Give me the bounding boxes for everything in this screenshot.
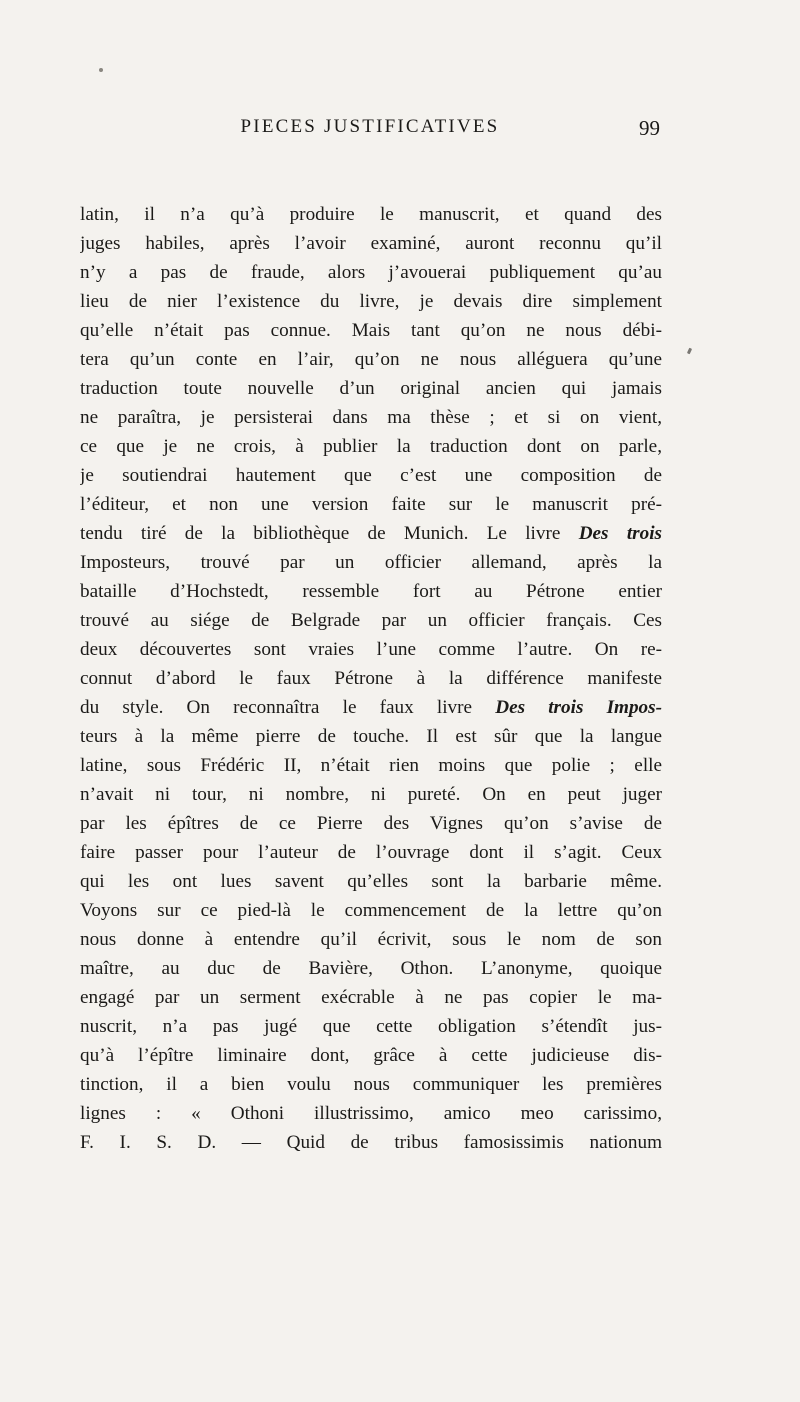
text-line: Imposteurs, trouvé par un officier allemand, après la xyxy=(80,552,662,573)
text-line: deux découvertes sont vraies l’une comme l’autre. On re- xyxy=(80,639,662,660)
text-line: nous donne à entendre qu’il écrivit, sous le nom de son xyxy=(80,929,662,950)
text-line: connut d’abord le faux Pétrone à la différence manifeste xyxy=(80,668,662,689)
text-line: faire passer pour l’auteur de l’ouvrage dont il s’agit. Ceux xyxy=(80,842,662,863)
text-line: juges habiles, après l’avoir examiné, auront reconnu qu’il xyxy=(80,233,662,254)
text-line xyxy=(80,693,662,722)
text-line: lignes : « Othoni illustrissimo, amico meo carissimo, xyxy=(80,1103,662,1124)
text-line: par les épîtres de ce Pierre des Vignes qu’on s’avise de xyxy=(80,813,662,834)
text-line: traduction toute nouvelle d’un original ancien qui jamais xyxy=(80,378,662,399)
text-line: Voyons sur ce pied-là le commencement de la lettre qu’on xyxy=(80,900,662,921)
text-line: n’y a pas de fraude, alors j’avouerai publiquement qu’au xyxy=(80,262,662,283)
body-text xyxy=(80,200,662,1157)
text-segment: du style. On reconnaîtra le faux livre xyxy=(80,697,473,718)
running-head xyxy=(80,116,660,146)
text-line: tera qu’un conte en l’air, qu’on ne nous alléguera qu’une xyxy=(80,349,662,370)
text-line: trouvé au siége de Belgrade par un officier français. Ces xyxy=(80,610,662,631)
text-line: F. I. S. D. — Quid de tribus famosissimis nationum xyxy=(80,1132,662,1153)
text-line: n’avait ni tour, ni nombre, ni pureté. On en peut juger xyxy=(80,784,662,805)
text-line: latine, sous Frédéric II, n’était rien moins que polie ; elle xyxy=(80,755,662,776)
text-line: tinction, il a bien voulu nous communiquer les premières xyxy=(80,1074,662,1095)
text-line: qu’à l’épître liminaire dont, grâce à cette judicieuse dis- xyxy=(80,1045,662,1066)
text-line: latin, il n’a qu’à produire le manuscrit, et quand des xyxy=(80,204,662,225)
text-line: ne paraîtra, je persisterai dans ma thèse ; et si on vient, xyxy=(80,407,662,428)
text-line: maître, au duc de Bavière, Othon. L’anonyme, quoique xyxy=(80,958,662,979)
text-line: je soutiendrai hautement que c’est une composition de xyxy=(80,465,662,486)
text-line: qu’elle n’était pas connue. Mais tant qu’on ne nous débi- xyxy=(80,320,662,341)
running-title: PIECES JUSTIFICATIVES xyxy=(240,116,500,137)
text-line: lieu de nier l’existence du livre, je devais dire simplement xyxy=(80,291,662,312)
text-line xyxy=(80,519,662,548)
text-line: nuscrit, n’a pas jugé que cette obligation s’étendît jus- xyxy=(80,1016,662,1037)
text-line: ce que je ne crois, à publier la traduction dont on parle, xyxy=(80,436,662,457)
page-number: 99 xyxy=(639,116,660,140)
text-segment: tendu tiré de la bibliothèque de Munich. Le livre xyxy=(80,523,561,544)
italic-title: Des trois xyxy=(578,523,662,544)
margin-mark xyxy=(687,348,692,355)
text-line: engagé par un serment exécrable à ne pas copier le ma- xyxy=(80,987,662,1008)
ink-speck xyxy=(99,68,103,72)
text-line: bataille d’Hochstedt, ressemble fort au Pétrone entier xyxy=(80,581,662,602)
italic-title: Des trois Impos- xyxy=(495,697,662,718)
text-line: l’éditeur, et non une version faite sur le manuscrit pré- xyxy=(80,494,662,515)
text-line: qui les ont lues savent qu’elles sont la barbarie même. xyxy=(80,871,662,892)
text-line: teurs à la même pierre de touche. Il est sûr que la langue xyxy=(80,726,662,747)
